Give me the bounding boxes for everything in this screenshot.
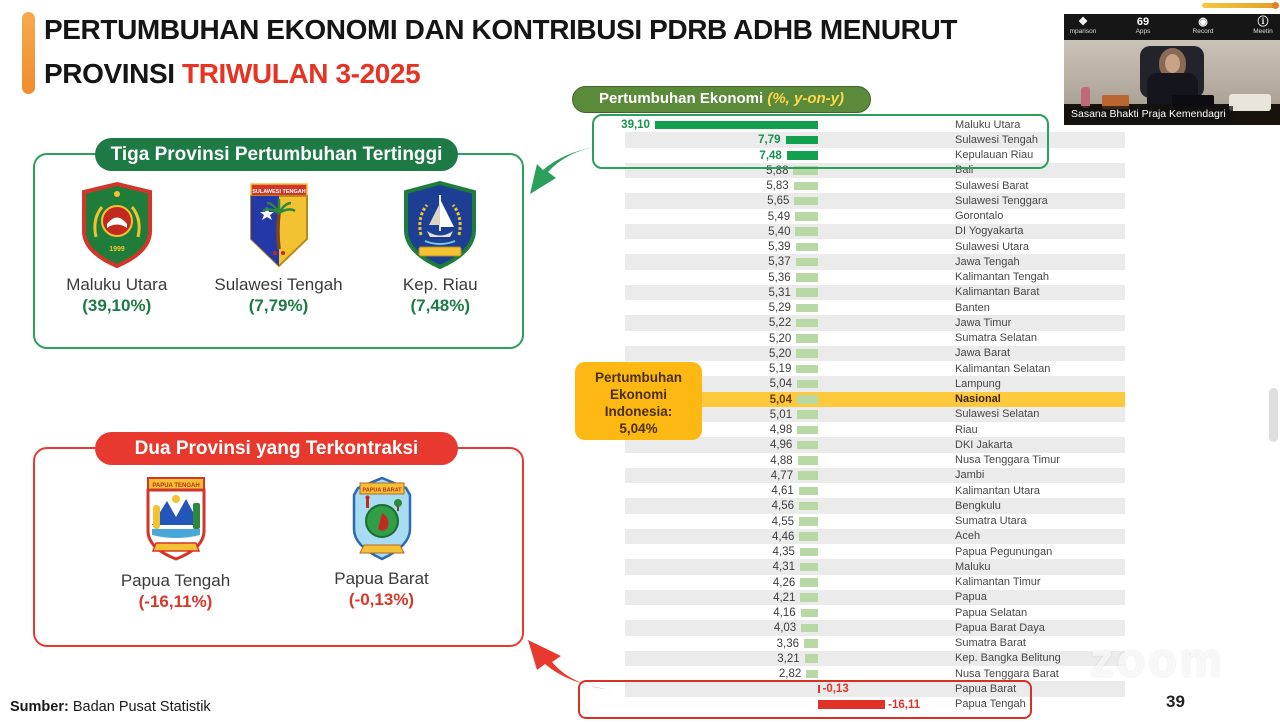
province-label: Sulawesi Tenggara: [955, 194, 1048, 207]
chart-row: [625, 300, 1125, 315]
bar: [805, 654, 818, 663]
bar-value: 5,22: [768, 317, 792, 330]
province-label: Kalimantan Utara: [955, 484, 1040, 497]
green-arrow-icon: [528, 142, 600, 200]
province-label: Jawa Tengah: [955, 255, 1020, 268]
bar: [804, 639, 818, 648]
bar-value: 5,31: [768, 286, 791, 299]
province-item: [360, 181, 520, 316]
bar: [796, 273, 818, 282]
sulawesi-tengah-emblem: [245, 181, 313, 269]
chart-row: [625, 209, 1125, 224]
bar-value: 5,65: [767, 195, 790, 208]
province-label: Nasional: [955, 393, 1001, 405]
chart-row: [625, 270, 1125, 285]
contracted-provinces-header: Dua Provinsi yang Terkontraksi: [95, 432, 458, 465]
bar: [800, 578, 818, 587]
bar-value: 3,21: [777, 652, 800, 665]
province-label: Lampung: [955, 377, 1001, 390]
svg-text:PAPUA TENGAH: PAPUA TENGAH: [151, 483, 200, 489]
bar: [799, 532, 818, 541]
chart-title-text: Pertumbuhan Ekonomi: [598, 90, 764, 107]
bar-value: 5,01: [769, 408, 793, 421]
province-label: Jambi: [955, 469, 985, 482]
bar: [796, 349, 818, 358]
chart-row: [625, 514, 1125, 529]
title-line2-black: PROVINSI: [44, 58, 175, 89]
bar-value: 4,61: [771, 485, 794, 497]
svg-text:PAPUA BARAT: PAPUA BARAT: [361, 487, 402, 494]
province-name: Papua Tengah: [120, 571, 231, 590]
province-item: [199, 181, 359, 316]
callout-line: 5,04%: [619, 421, 658, 436]
bar-value: 5,20: [768, 347, 792, 360]
chart-row: [625, 483, 1125, 498]
province-label: Nusa Tenggara Timur: [955, 454, 1060, 466]
bar-value: 4,21: [773, 591, 796, 604]
bar: [797, 441, 818, 450]
contracted-provinces-card: [33, 438, 524, 647]
chart-row: [625, 163, 1125, 178]
province-label: Papua: [955, 591, 987, 604]
chart-row: [625, 331, 1125, 346]
bar: [797, 395, 818, 404]
bar: [800, 548, 818, 557]
national-growth-callout: [575, 362, 702, 440]
papua-tengah-emblem: [138, 475, 214, 565]
chart-row: [625, 681, 1125, 696]
bar: [797, 410, 818, 419]
chart-row: [625, 315, 1125, 330]
bar: [794, 197, 818, 206]
chart-row: [625, 285, 1125, 300]
province-label: Riau: [955, 423, 978, 436]
bar: [787, 151, 818, 160]
bar-value: 4,31: [772, 561, 796, 574]
province-value: (39,10%): [82, 296, 152, 315]
bar-value: 5,39: [768, 241, 791, 253]
scrollbar-thumb[interactable]: [1269, 388, 1278, 442]
province-label: Banten: [955, 301, 990, 314]
bar: [797, 426, 818, 435]
page-title: [44, 8, 1004, 96]
bar-value: 2,82: [778, 668, 802, 680]
contracted-provinces-row: [35, 475, 522, 612]
title-line2-red: TRIWULAN 3-2025: [182, 58, 421, 89]
province-label: Sulawesi Selatan: [955, 408, 1040, 421]
bar-value: 4,46: [772, 530, 795, 543]
video-toolbar: [1064, 14, 1280, 40]
province-label: Sumatra Selatan: [955, 332, 1037, 344]
comparison-icon: ❖: [1078, 16, 1088, 28]
bar-value: 4,35: [772, 546, 795, 558]
chart-row: [625, 651, 1125, 666]
province-label: Jawa Timur: [955, 316, 1012, 329]
bar: [796, 334, 818, 343]
province-label: Bengkulu: [955, 499, 1001, 512]
zoom-watermark: zoom: [1090, 633, 1225, 686]
source-label: Sumber:: [10, 699, 69, 715]
bar: [796, 365, 818, 374]
comparison-button[interactable]: ❖ mparison: [1064, 16, 1114, 36]
red-arrow-icon: [520, 632, 614, 694]
province-label: Sulawesi Barat: [955, 179, 1029, 192]
province-label: Papua Selatan: [955, 606, 1028, 619]
bar-value: 4,03: [773, 622, 797, 635]
bar-value: 4,16: [773, 607, 796, 619]
chart-row: [625, 224, 1125, 239]
province-label: Kalimantan Barat: [955, 286, 1040, 299]
province-label: DI Yogyakarta: [955, 225, 1024, 238]
province-label: Aceh: [955, 530, 981, 543]
province-item: [37, 181, 197, 316]
bar-value: 5,37: [768, 256, 791, 269]
province-label: Sumatra Barat: [955, 637, 1026, 649]
bar: [794, 182, 818, 191]
chart-row: [625, 697, 1125, 712]
bar-value: 5,19: [768, 363, 792, 375]
bar-value: 4,98: [769, 424, 793, 436]
pointer-annotation-tip: [1272, 2, 1279, 9]
province-label: Nusa Tenggara Barat: [955, 667, 1059, 680]
bar-value: 7,48: [759, 149, 782, 162]
meetings-button[interactable]: ⓘ Meetin: [1232, 16, 1280, 36]
bar-value: 5,20: [768, 332, 792, 345]
apps-button[interactable]: 69 Apps: [1112, 16, 1174, 36]
chart-row: [625, 132, 1125, 147]
province-value: (-0,13%): [348, 590, 415, 609]
province-label: Kalimantan Timur: [955, 576, 1041, 588]
tumbler: [1081, 87, 1090, 108]
bar-value: 5,40: [768, 225, 791, 238]
callout-line: Indonesia:: [604, 404, 673, 419]
bar: [798, 471, 818, 480]
bar: [796, 304, 818, 313]
province-label: Papua Barat: [955, 682, 1017, 695]
bar-value: 5,29: [768, 302, 791, 314]
chart-row: [625, 636, 1125, 651]
bar-value: 4,55: [771, 515, 795, 528]
bar: [796, 258, 818, 267]
province-value: (-16,11%): [138, 592, 213, 611]
bar: [798, 456, 818, 465]
province-value: (7,48%): [410, 296, 471, 315]
province-value: (7,79%): [248, 296, 309, 315]
province-label: Papua Barat Daya: [955, 621, 1045, 634]
papua-barat-emblem: [346, 475, 418, 563]
province-name: Sulawesi Tengah: [214, 275, 343, 294]
title-accent-bar: [22, 12, 35, 94]
bar-value: 5,88: [766, 164, 789, 177]
chart-row: [625, 498, 1125, 513]
bar-value: 3,36: [776, 637, 799, 650]
province-label: Kalimantan Selatan: [955, 362, 1051, 375]
province-name: Papua Barat: [334, 569, 429, 588]
bar-value: 39,10: [621, 119, 650, 131]
bar: [818, 700, 885, 709]
bar: [795, 227, 818, 236]
bar: [801, 624, 818, 633]
bar: [796, 319, 818, 328]
province-label: Maluku: [955, 560, 991, 573]
tissue-box: [1229, 94, 1271, 111]
bar: [796, 243, 818, 252]
participant-name-label: Sasana Bhakti Praja Kemendagri: [1064, 106, 1233, 123]
chart-title-unit: (%, y-on-y): [767, 90, 845, 107]
chart-row: [625, 529, 1125, 544]
page-number: 39: [1166, 692, 1185, 711]
callout-line: Ekonomi: [609, 387, 667, 402]
svg-text:1999: 1999: [108, 246, 125, 253]
bar: [799, 517, 818, 526]
province-label: Kalimantan Tengah: [955, 271, 1049, 283]
source-note: [10, 699, 211, 715]
bar-value: 5,36: [768, 271, 791, 284]
province-label: Papua Tengah: [955, 698, 1026, 710]
province-label: Sulawesi Tengah: [955, 133, 1038, 146]
bar-value: 5,49: [767, 210, 791, 223]
bar: [796, 288, 818, 297]
province-item: [302, 475, 462, 612]
province-label: Gorontalo: [955, 210, 1004, 222]
chart-row: [625, 178, 1125, 193]
province-label: Jawa Barat: [955, 347, 1011, 360]
bar: [786, 136, 818, 145]
record-icon: ◉: [1198, 16, 1208, 28]
bar-value: 5,04: [769, 378, 792, 391]
bar: [818, 685, 820, 694]
svg-text:SULAWESI TENGAH: SULAWESI TENGAH: [251, 189, 306, 195]
chart-row: [621, 117, 1125, 132]
title-line-1: PERTUMBUHAN EKONOMI DAN KONTRIBUSI PDRB ADHB MENURUT: [44, 14, 958, 45]
province-label: Papua Pegunungan: [955, 545, 1053, 558]
bar: [793, 166, 818, 175]
province-label: Kep. Bangka Belitung: [955, 652, 1061, 665]
province-label: Maluku Utara: [955, 118, 1021, 131]
callout-line: Pertumbuhan: [594, 370, 682, 385]
bar: [801, 609, 818, 618]
bar-value: 5,83: [766, 180, 789, 192]
bar-value: -0,13: [822, 683, 849, 696]
province-item: [96, 475, 256, 612]
source-text: Badan Pusat Statistik: [72, 699, 211, 715]
chart-row: [625, 620, 1125, 635]
maluku-utara-emblem: [78, 181, 156, 269]
bar: [800, 563, 818, 572]
chart-title: [572, 86, 871, 113]
top-provinces-header: Tiga Provinsi Pertumbuhan Tertinggi: [95, 138, 458, 171]
bar: [799, 502, 818, 511]
chart-row: [625, 346, 1125, 361]
bar-value: 4,56: [771, 500, 794, 513]
province-label: Kepulauan Riau: [955, 149, 1034, 161]
province-name: Maluku Utara: [66, 275, 168, 294]
bar: [797, 380, 818, 389]
chart-row: [625, 239, 1125, 254]
chart-row: [625, 453, 1125, 468]
province-label: Bali: [955, 164, 974, 177]
bar-value: 5,04: [769, 393, 792, 406]
chart-row: [625, 590, 1125, 605]
meetings-icon: ⓘ: [1257, 16, 1269, 28]
bar-value: 4,26: [772, 576, 796, 589]
record-button[interactable]: ◉ Record: [1172, 16, 1234, 36]
top-provinces-row: [35, 181, 522, 316]
province-label: DKI Jakarta: [955, 438, 1013, 451]
chart-row: [625, 605, 1125, 620]
top-provinces-card: [33, 144, 524, 349]
person-face: [1165, 54, 1180, 73]
province-label: Sumatra Utara: [955, 515, 1027, 527]
chart-row: [625, 666, 1125, 681]
chart-row: [625, 254, 1125, 269]
kepulauan-riau-emblem: [401, 181, 479, 269]
bar: [800, 593, 818, 602]
pointer-annotation: [1202, 3, 1276, 8]
apps-icon: 69: [1136, 16, 1150, 28]
chart-row: [625, 559, 1125, 574]
chart-row: [625, 193, 1125, 208]
bar: [655, 121, 818, 130]
chart-row: [625, 544, 1125, 559]
chart-row: [625, 468, 1125, 483]
chart-row: [625, 148, 1125, 163]
bar: [795, 212, 818, 221]
bar-value: -16,11: [888, 698, 921, 711]
province-name: Kep. Riau: [402, 275, 478, 294]
participant-video[interactable]: [1064, 14, 1280, 125]
bar-value: 4,88: [770, 454, 793, 467]
chart-row: [625, 575, 1125, 590]
bar: [799, 487, 818, 496]
bar-value: 4,77: [770, 469, 794, 482]
bar-value: 4,96: [769, 439, 793, 452]
bar-value: 7,79: [758, 134, 781, 147]
bar: [806, 670, 818, 679]
chart-row: [625, 437, 1125, 452]
province-label: Sulawesi Utara: [955, 240, 1029, 253]
